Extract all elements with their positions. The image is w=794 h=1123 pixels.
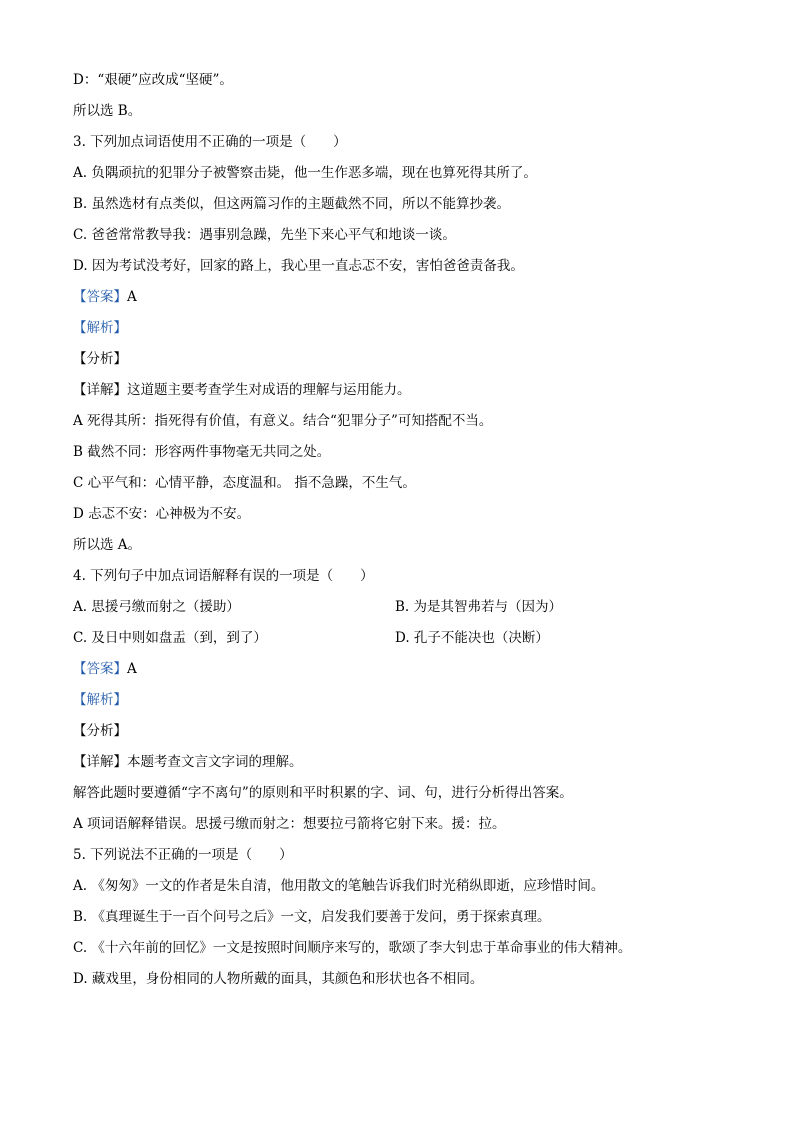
- detail-tag: 【详解】: [73, 382, 127, 398]
- q3-option-b: B. 虽然选材有点类似，但这两篇习作的主题截然不同，所以不能算抄袭。: [73, 196, 511, 212]
- q3-option-c: C. 爸爸常常教导我：遇事别急躁，先坐下来心平气和地谈一谈。: [73, 227, 456, 243]
- q4-options-row-2: [73, 628, 733, 648]
- q3-option-d: D. 因为考试没考好，回家的路上，我心里一直忐忑不安，害怕爸爸责备我。: [73, 258, 524, 274]
- q4-options-row-1: [73, 597, 733, 617]
- q5-option-a: A. 《匆匆》一文的作者是朱自清，他用散文的笔触告诉我们时光稍纵即逝，应珍惜时间。: [73, 878, 605, 894]
- q4-option-d: D. 孔子不能决也（决断）: [395, 630, 549, 646]
- detail-text: 本题考查文言文字词的理解。: [127, 754, 303, 770]
- q4-explain-a: A 项词语解释错误。思援弓缴而射之：想要拉弓箭将它射下来。援：拉。: [73, 816, 506, 832]
- q3-detail: [73, 380, 733, 400]
- q3-analysis: [73, 318, 733, 338]
- q4-option-a: A. 思援弓缴而射之（援助）: [73, 599, 240, 615]
- q4-option-b: B. 为是其智弗若与（因为）: [395, 599, 563, 615]
- q4-stem: 4. 下列句子中加点词语解释有误的一项是（ ）: [73, 568, 374, 584]
- q3-explain-c: C 心平气和：心情平静，态度温和。 指不急躁，不生气。: [73, 475, 416, 491]
- q4-detail: [73, 752, 733, 772]
- q5-option-d: D. 藏戏里，身份相同的人物所戴的面具，其颜色和形状也各不相同。: [73, 971, 484, 987]
- q3-explain-b: B 截然不同：形容两件事物毫无共同之处。: [73, 444, 331, 460]
- q2-option-d: D：“艰硬”应改成“坚硬”。: [73, 72, 233, 88]
- q3-answer: [73, 287, 733, 307]
- q5-option-b: B. 《真理诞生于一百个问号之后》一文，启发我们要善于发问，勇于探索真理。: [73, 909, 551, 925]
- q5-stem: 5. 下列说法不正确的一项是（ ）: [73, 847, 293, 863]
- q2-conclusion: 所以选 B。: [73, 103, 142, 119]
- analysis-tag: 【解析】: [73, 320, 127, 336]
- detail-text: 这道题主要考查学生对成语的理解与运用能力。: [127, 382, 411, 398]
- answer-tag: 【答案】: [73, 661, 127, 677]
- q5-option-c: C. 《十六年前的回忆》一文是按照时间顺序来写的，歌颂了李大钊忠于革命事业的伟大精神。: [73, 940, 632, 956]
- answer-value: A: [127, 289, 137, 305]
- q3-option-a: A. 负隅顽抗的犯罪分子被警察击毙，他一生作恶多端，现在也算死得其所了。: [73, 165, 537, 181]
- answer-tag: 【答案】: [73, 289, 127, 305]
- q3-explain-d: D 忐忑不安：心神极为不安。: [73, 506, 251, 522]
- analysis-tag: 【解析】: [73, 692, 127, 708]
- q4-answer: [73, 659, 733, 679]
- document-page: [73, 70, 733, 1000]
- fenxi-tag: 【分析】: [73, 723, 127, 739]
- fenxi-tag: 【分析】: [73, 351, 127, 367]
- q3-conclusion: 所以选 A。: [73, 537, 142, 553]
- q4-option-c: C. 及日中则如盘盂（到，到了）: [73, 630, 267, 646]
- q3-explain-a: A 死得其所：指死得有价值，有意义。结合“犯罪分子”可知搭配不当。: [73, 413, 493, 429]
- q4-method: 解答此题时要遵循“字不离句”的原则和平时积累的字、词、句，进行分析得出答案。: [73, 785, 573, 801]
- detail-tag: 【详解】: [73, 754, 127, 770]
- q4-analysis: [73, 690, 733, 710]
- q3-fenxi: [73, 349, 733, 369]
- q4-fenxi: [73, 721, 733, 741]
- answer-value: A: [127, 661, 137, 677]
- q3-stem: 3. 下列加点词语使用不正确的一项是（ ）: [73, 134, 347, 150]
